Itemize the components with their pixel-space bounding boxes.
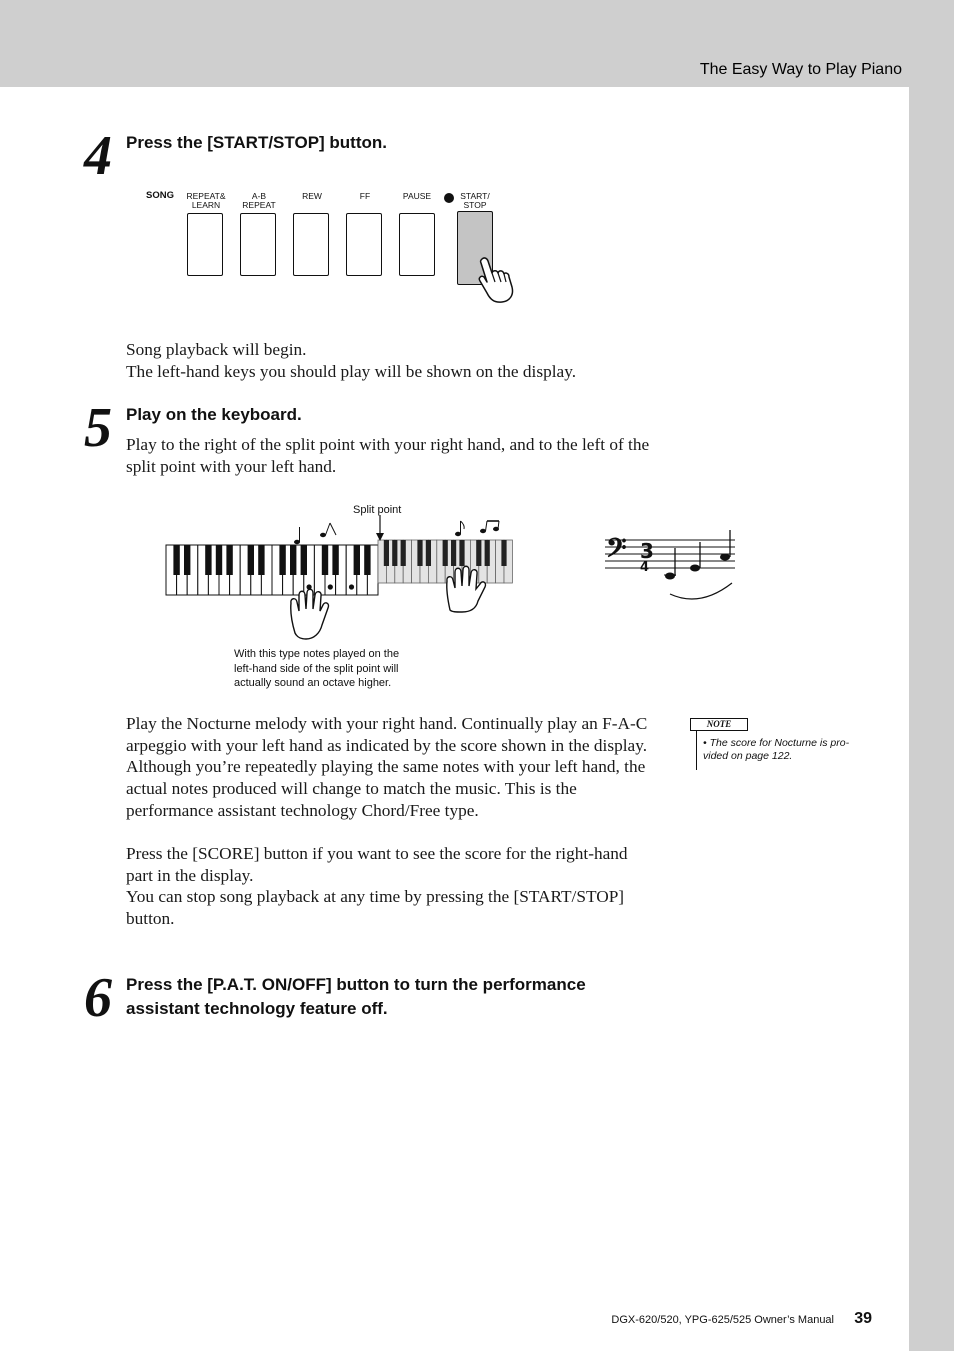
step-5-paragraph-2: Press the [SCORE] button if you want to see the score for the right-hand part in the display. (126, 844, 628, 885)
right-keyboard-section (378, 540, 512, 583)
note-text: • The score for Nocturne is pro-vided on page 122. (703, 737, 850, 762)
step-5-number: 5 (84, 397, 112, 459)
ff-button[interactable] (346, 213, 382, 276)
black-key (384, 540, 389, 566)
left-keyboard-section (166, 545, 378, 595)
note-tag: NOTE (690, 718, 748, 731)
side-band (909, 87, 954, 1351)
step-6-title: Press the [P.A.T. ON/OFF] button to turn the performance assistant technology feature off. (126, 975, 586, 1018)
black-key (226, 545, 232, 575)
black-key (258, 545, 264, 575)
black-key (248, 545, 254, 575)
black-key (279, 545, 285, 575)
step-5-title: Play on the keyboard. (126, 405, 302, 424)
black-key (401, 540, 406, 566)
black-key (184, 545, 190, 575)
pause-button[interactable] (399, 213, 435, 276)
pressing-hand-icon (470, 255, 520, 305)
black-key (426, 540, 431, 566)
svg-text:3: 3 (640, 539, 654, 563)
music-notes-right-icon (455, 521, 499, 536)
lamp-indicator-icon (444, 193, 454, 203)
note-divider (696, 731, 697, 770)
octave-caption: With this type notes played on the left-hand side of the split point will actually sound an octave higher. (234, 648, 400, 689)
black-key (392, 540, 397, 566)
black-key (443, 540, 448, 566)
button-label-ff: FF (359, 191, 371, 201)
split-point-label: Split point (353, 504, 402, 516)
step-6-number: 6 (84, 967, 112, 1029)
black-key (301, 545, 307, 575)
black-key (417, 540, 422, 566)
left-hand-icon (291, 589, 329, 639)
rew-button[interactable] (293, 213, 329, 276)
step-4-body-line-2: The left-hand keys you should play will be shown on the display. (126, 362, 577, 381)
button-label-repeat-learn: REPEAT& LEARN (186, 191, 226, 210)
key-marker-dot (349, 584, 354, 589)
music-notes-left-icon (294, 523, 336, 544)
song-label: SONG (146, 190, 174, 201)
step-5-body: Play to the right of the split point with your right hand, and to the left of the split point with your left hand. (126, 435, 650, 476)
black-key (459, 540, 464, 566)
bass-clef-icon: 𝄢 (606, 532, 627, 570)
svg-text:4: 4 (640, 560, 650, 575)
black-key (364, 545, 370, 575)
page-header-title: The Easy Way to Play Piano (699, 61, 902, 78)
black-key (476, 540, 481, 566)
black-key (322, 545, 328, 575)
step-4-number: 4 (84, 125, 112, 187)
page-number: 39 (854, 1310, 872, 1327)
black-key (290, 545, 296, 575)
keyboard-diagram (160, 515, 525, 650)
step-4-title: Press the [START/STOP] button. (126, 133, 387, 152)
step-5-paragraph-1: Play the Nocturne melody with your right hand. Continually play an F-A-C arpeggio with your left hand as indicated by the score shown in the display. Although you’re repeatedly playing the same notes with your left hand, the actual notes produced will change to match the music. This is the performance assistant technology Chord/Free type. (126, 714, 648, 820)
repeat-learn-button[interactable] (187, 213, 223, 276)
black-key (354, 545, 360, 575)
split-arrow-icon (376, 515, 384, 541)
black-key (332, 545, 338, 575)
black-key (205, 545, 211, 575)
key-marker-dot (328, 584, 333, 589)
step-5-paragraph-3: You can stop song playback at any time by pressing the [START/STOP] button. (126, 887, 625, 928)
ab-repeat-button[interactable] (240, 213, 276, 276)
footer-manual-title: DGX-620/520, YPG-625/525 Owner’s Manual (611, 1314, 834, 1326)
button-label-rew: REW (302, 191, 322, 201)
step-4-body-line-1: Song playback will begin. (126, 340, 307, 359)
black-key (451, 540, 456, 566)
button-label-pause: PAUSE (402, 191, 432, 201)
lcd-score-display (600, 528, 742, 606)
button-label-ab-repeat: A-B REPEAT (242, 191, 276, 210)
black-key (485, 540, 490, 566)
button-label-start-stop: START/ STOP (460, 191, 490, 210)
black-key (216, 545, 222, 575)
black-key (173, 545, 179, 575)
black-key (501, 540, 506, 566)
